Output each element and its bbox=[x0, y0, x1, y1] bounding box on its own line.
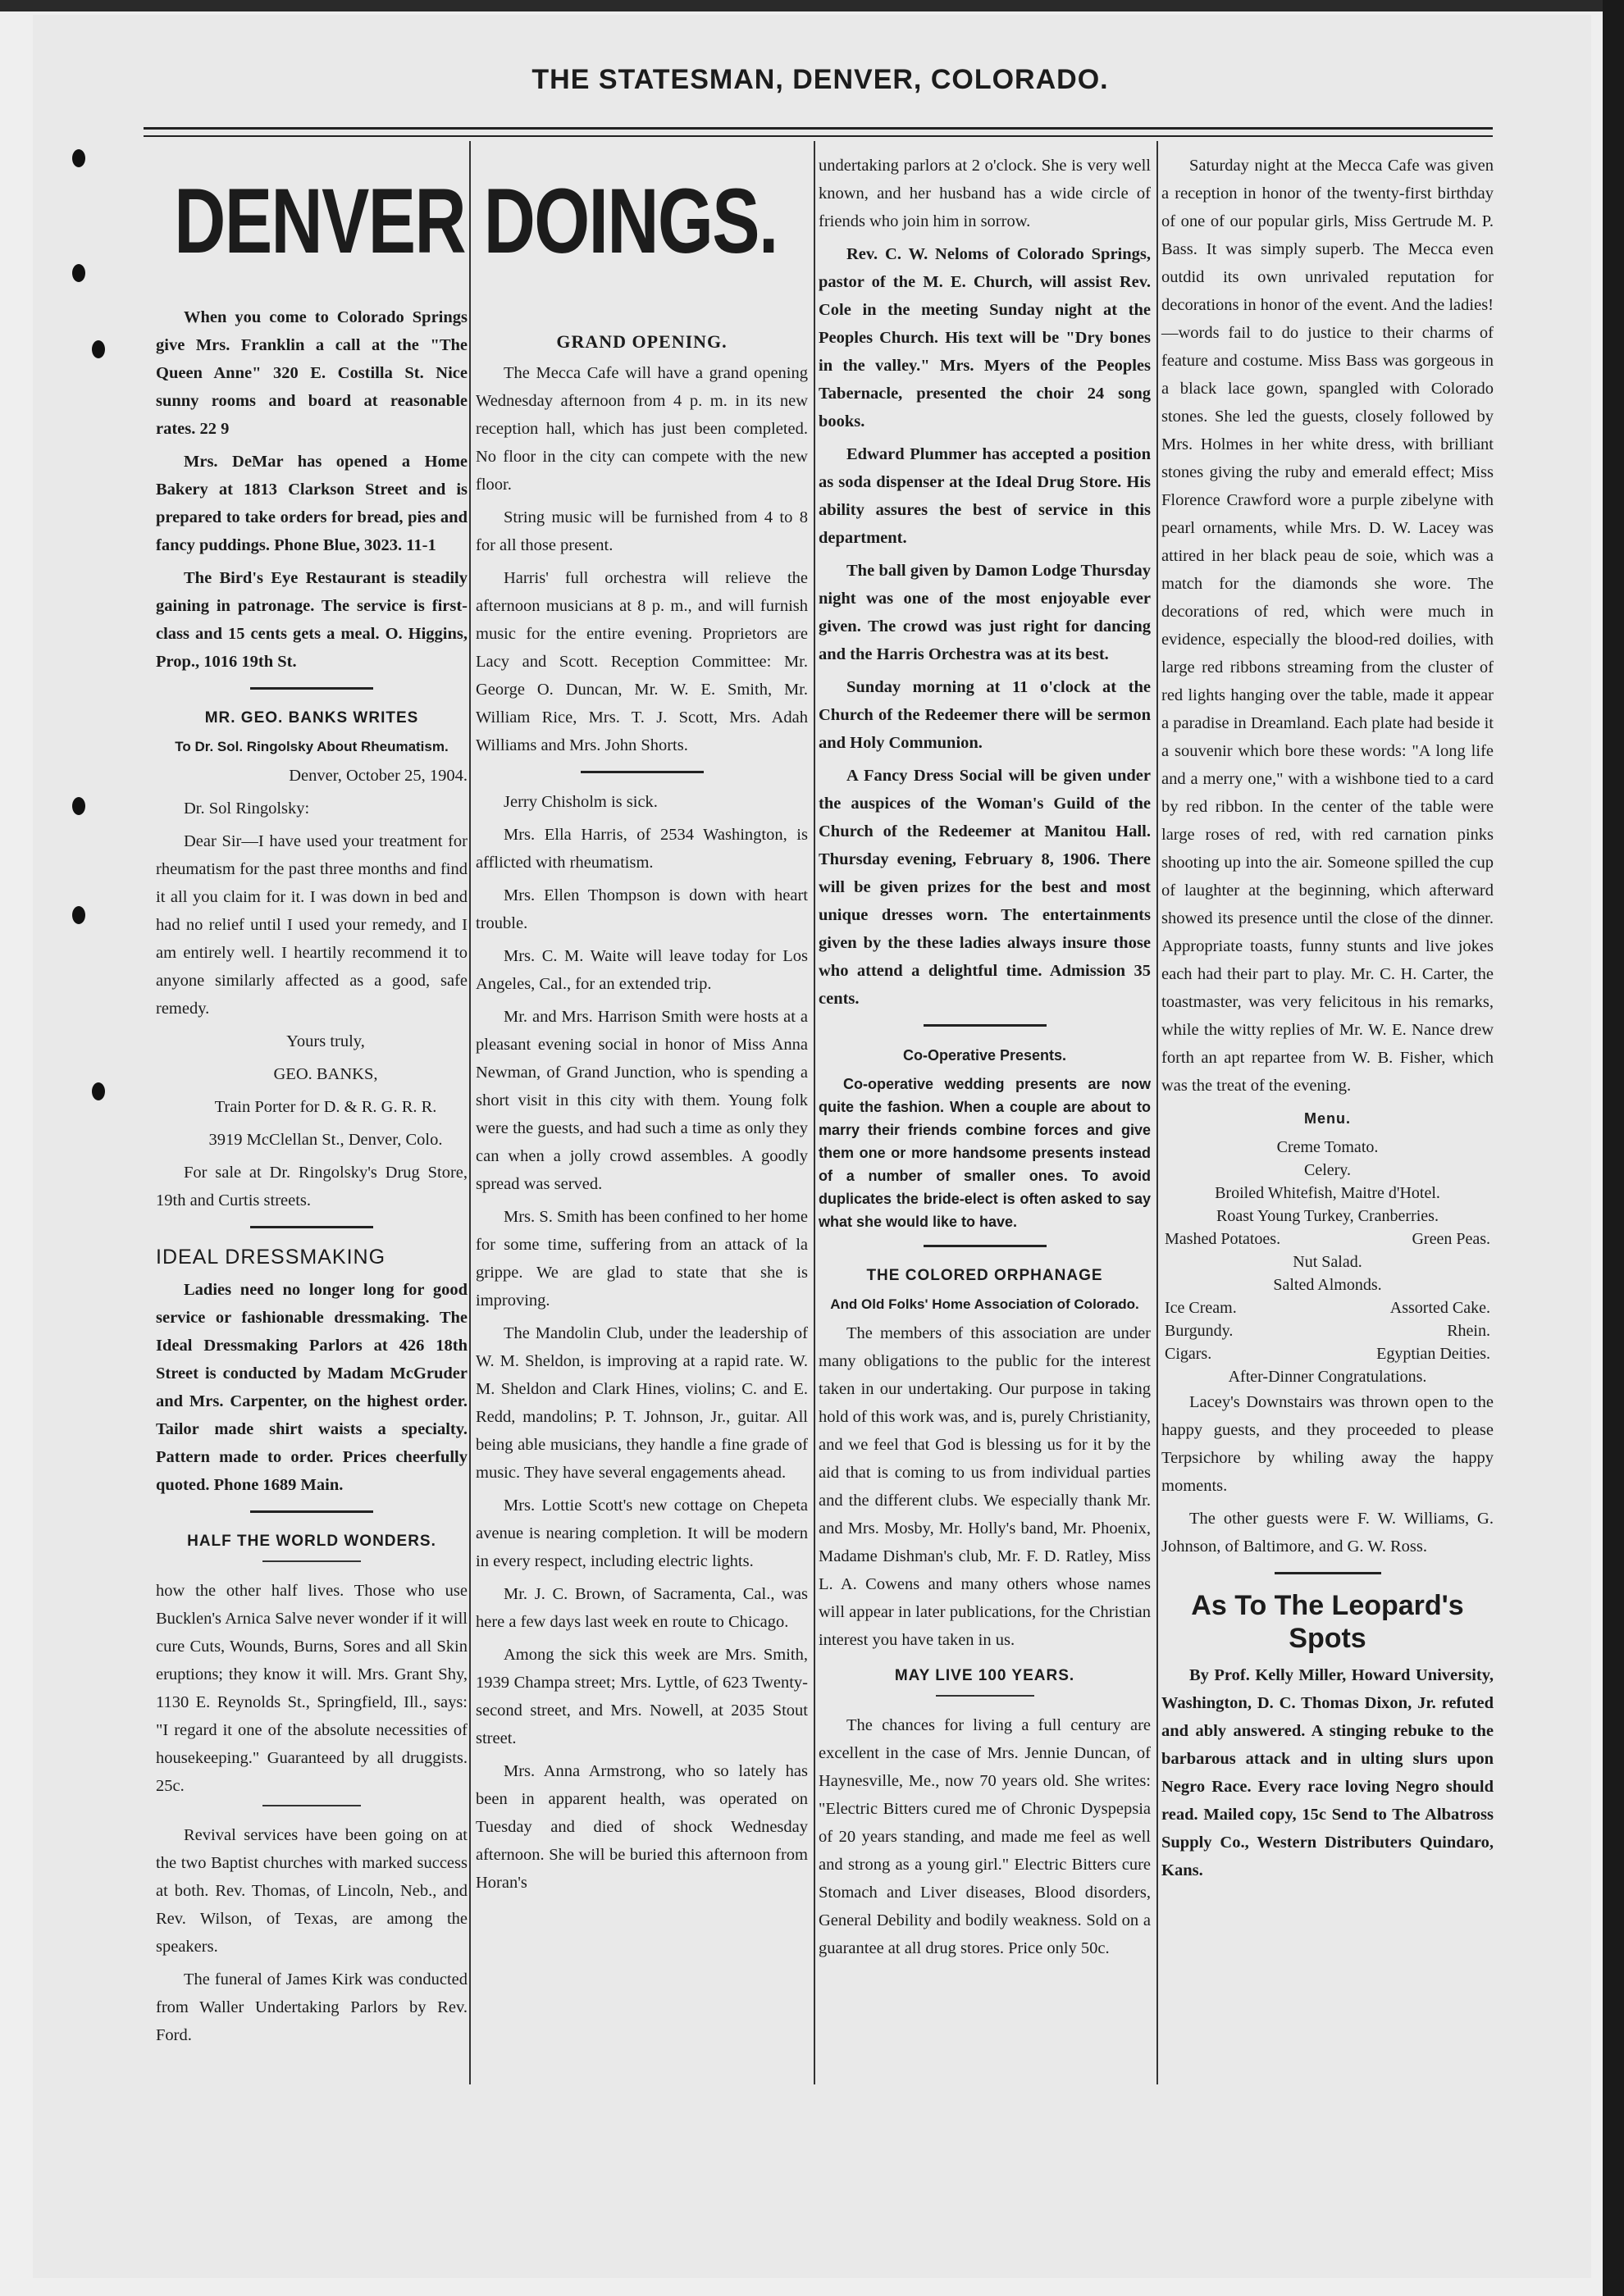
divider bbox=[1275, 1572, 1381, 1574]
article-paragraph: The members of this association are under many obligations to the public for the interest taken in our undertaking. Our purpose in taking hold of this work was, and is, purely Christianity, and we feel that God is blessing us for it by the aid that is coming to us from individual parties and the different clubs. We especially thank Mr. and Mrs. Mosby, Mr. Holly's band, Mr. Phoenix, Madame Dishman's club, Mr. F. D. Ratley, Miss L. A. Cowens and many others whose names will appear in later publications, for the Christian interest you have taken in us. bbox=[819, 1324, 1151, 1649]
menu-item: Broiled Whitefish, Maitre d'Hotel. bbox=[1215, 1184, 1440, 1202]
article-paragraph: how the other half lives. Those who use Bucklen's Arnica Salve never wonder if it will cure Cuts, Wounds, Burns, Sores and all Skin eruptions; they know it will. Mrs. Grant Shy, 1130 E. Reynolds St., Springfield, Ill., says: "I regard it one of the absolute necessities of housekeeping." Guaranteed by all druggists. 25c. bbox=[156, 1582, 468, 1795]
masthead: THE STATESMAN, DENVER, COLORADO. bbox=[531, 64, 1109, 95]
divider bbox=[262, 1805, 361, 1806]
binding-hole bbox=[92, 1082, 105, 1100]
article-paragraph: String music will be furnished from 4 to 8 for all those present. bbox=[476, 508, 808, 554]
column-rule bbox=[814, 141, 815, 2084]
divider bbox=[936, 1695, 1034, 1697]
letter-sale-note: For sale at Dr. Ringolsky's Drug Store, 19th and Curtis streets. bbox=[156, 1164, 468, 1210]
article-paragraph: Revival services have been going on at the two Baptist churches with marked success at both. Rev. Thomas, of Lincoln, Neb., and Rev. Wilson, of Texas, are among the speakers. bbox=[156, 1826, 468, 1956]
menu-item: Ice Cream. bbox=[1165, 1299, 1237, 1317]
menu-row bbox=[1161, 1342, 1494, 1365]
page-title: DENVER DOINGS. bbox=[174, 170, 778, 272]
menu-item: Cigars. bbox=[1165, 1345, 1212, 1363]
masthead-rule bbox=[144, 127, 1493, 130]
ad-paragraph: By Prof. Kelly Miller, Howard University, Washington, D. C. Thomas Dixon, Jr. refuted and ably answered. A stinging rebuke to the barbarous attack and in ulting slurs upon Negro Race. Every race loving Negro should read. Mailed copy, 15c Send to The Albatross Supply Co., Western Distributers Quindaro, Kans. bbox=[1161, 1666, 1494, 1879]
menu-item: Nut Salad. bbox=[1293, 1253, 1362, 1271]
news-item: Rev. C. W. Neloms of Colorado Springs, pastor of the M. E. Church, will assist Rev. Cole in the meeting Sunday night at the Peoples Church. His text will be "Dry bones in the valley." Mrs. Myers of the Peoples Tabernacle, presented the choir 24 song books. bbox=[819, 245, 1151, 430]
section-heading: Co-Operative Presents. bbox=[902, 1047, 1067, 1064]
column-2 bbox=[476, 320, 808, 1902]
ad-paragraph: The Bird's Eye Restaurant is steadily gaining in patronage. The service is first-class and 15 cents gets a meal. O. Higgins, Prop., 1016 19th St. bbox=[156, 569, 468, 671]
article-paragraph: undertaking parlors at 2 o'clock. She is very well known, and her husband has a wide circle of friends who join him in sorrow. bbox=[819, 157, 1151, 230]
scan-top-edge bbox=[0, 0, 1624, 11]
menu-list bbox=[1161, 1136, 1494, 1388]
menu-item: After-Dinner Congratulations. bbox=[1228, 1368, 1427, 1386]
article-paragraph: The funeral of James Kirk was conducted from Waller Undertaking Parlors by Rev. Ford. bbox=[156, 1970, 468, 2044]
ad-paragraph: Ladies need no longer long for good service or fashionable dressmaking. The Ideal Dressmaking Parlors at 426 18th Street is conducted by Madam McGruder and Mrs. Carpenter, on the highest order. Tailor made shirt waists a specialty. Pattern made to order. Prices cheerfully quoted. Phone 1689 Main. bbox=[156, 1281, 468, 1494]
news-item: Edward Plummer has accepted a position as soda dispenser at the Ideal Drug Store. His ability assures the best of service in this department. bbox=[819, 445, 1151, 547]
column-rule bbox=[469, 141, 471, 2084]
news-item: Mrs. S. Smith has been confined to her home for some time, suffering from an attack of la grippe. We are glad to state that she is improving. bbox=[476, 1208, 808, 1310]
divider bbox=[581, 771, 704, 773]
news-item: Among the sick this week are Mrs. Smith, 1939 Champa street; Mrs. Lyttle, of 623 Twenty-second street, and Mrs. Nowell, at 2035 Stout street. bbox=[476, 1646, 808, 1747]
section-heading: IDEAL DRESSMAKING bbox=[156, 1246, 386, 1269]
letter-salutation: Dr. Sol Ringolsky: bbox=[184, 800, 310, 818]
divider bbox=[250, 1510, 373, 1513]
news-item: Mr. and Mrs. Harrison Smith were hosts at a pleasant evening social in honor of Miss Anna Newman, of Grand Junction, who is spending a short visit in this city with them. Young folk were the guests, and had such a time as only they can when a jolly crowd assembles. A goodly spread was served. bbox=[476, 1008, 808, 1193]
letter-signature-address: 3919 McClellan St., Denver, Colo. bbox=[208, 1131, 443, 1149]
masthead-rule bbox=[144, 135, 1493, 137]
article-paragraph: Harris' full orchestra will relieve the afternoon musicians at 8 p. m., and will furnish music for the entire evening. Proprietors are Lacy and Scott. Reception Committee: Mr. George O. Duncan, Mr. W. E. Smith, Mr. William Rice, Mrs. T. J. Scott, Mrs. Adah Williams and Mrs. John Shorts. bbox=[476, 569, 808, 754]
menu-item: Creme Tomato. bbox=[1276, 1138, 1379, 1156]
news-item: The ball given by Damon Lodge Thursday night was one of the most enjoyable ever given. The crowd was just right for dancing and the Harris Orchestra was at its best. bbox=[819, 562, 1151, 663]
article-paragraph: The Mecca Cafe will have a grand opening Wednesday afternoon from 4 p. m. in its new reception hall, which has just been completed. No floor in the city can compete with the new floor. bbox=[476, 364, 808, 494]
news-item: Mr. J. C. Brown, of Sacramenta, Cal., was here a few days last week en route to Chicago. bbox=[476, 1585, 808, 1631]
divider bbox=[262, 1560, 361, 1562]
menu-item: Mashed Potatoes. bbox=[1165, 1230, 1281, 1248]
section-subheading: And Old Folks' Home Association of Colorado. bbox=[830, 1296, 1139, 1312]
menu-item: Rhein. bbox=[1447, 1322, 1490, 1340]
divider bbox=[924, 1245, 1047, 1247]
news-item: Mrs. Lottie Scott's new cottage on Chepeta avenue is nearing completion. It will be modern in every respect, including electric lights. bbox=[476, 1496, 808, 1570]
article-paragraph: The other guests were F. W. Williams, G. Johnson, of Baltimore, and G. W. Ross. bbox=[1161, 1510, 1494, 1556]
menu-item: Roast Young Turkey, Cranberries. bbox=[1216, 1207, 1439, 1225]
binding-hole bbox=[72, 149, 85, 167]
section-heading: HALF THE WORLD WONDERS. bbox=[187, 1533, 436, 1550]
news-item: The Mandolin Club, under the leadership of W. M. Sheldon, is improving at a rapid rate. W. M. Sheldon and Clark Hines, violins; C. and E. Redd, mandolins; P. T. Johnson, Jr., guitar. All being able musicians, they handle a fine grade of music. They have several engagements ahead. bbox=[476, 1324, 808, 1482]
letter-signature: GEO. BANKS, bbox=[273, 1065, 378, 1083]
menu-row bbox=[1161, 1319, 1494, 1342]
article-paragraph: Lacey's Downstairs was thrown open to the happy guests, and they proceeded to please Terpsichore by whiling away the happy moments. bbox=[1161, 1393, 1494, 1495]
menu-row bbox=[1161, 1228, 1494, 1250]
menu-row bbox=[1161, 1296, 1494, 1319]
section-heading: MAY LIVE 100 YEARS. bbox=[894, 1667, 1075, 1684]
divider bbox=[924, 1024, 1047, 1027]
menu-item: Salted Almonds. bbox=[1273, 1276, 1382, 1294]
news-item: Mrs. Anna Armstrong, who so lately has been in apparent health, was operated on Tuesday and died of shock Wednesday afternoon. She will be buried this afternoon from Horan's bbox=[476, 1762, 808, 1892]
menu-item: Assorted Cake. bbox=[1389, 1299, 1490, 1317]
menu-item: Celery. bbox=[1303, 1161, 1351, 1179]
section-heading: THE COLORED ORPHANAGE bbox=[866, 1267, 1103, 1284]
section-heading: GRAND OPENING. bbox=[556, 331, 728, 352]
news-item: Sunday morning at 11 o'clock at the Church of the Redeemer there will be sermon and Holy Communion. bbox=[819, 678, 1151, 752]
news-item: Mrs. Ella Harris, of 2534 Washington, is afflicted with rheumatism. bbox=[476, 826, 808, 872]
binding-hole bbox=[72, 797, 85, 815]
menu-item: Egyptian Deities. bbox=[1376, 1345, 1490, 1363]
ad-paragraph: Mrs. DeMar has opened a Home Bakery at 1813 Clarkson Street and is prepared to take orders for bread, pies and fancy puddings. Phone Blue, 3023. 11-1 bbox=[156, 453, 468, 554]
letter-body: Dear Sir—I have used your treatment for rheumatism for the past three months and find it all you claim for it. I was down in bed and had no relief until I used your remedy, and I am entirely well. I heartily recommend it to anyone similarly affected as a good, safe remedy. bbox=[156, 832, 468, 1018]
scan-right-edge bbox=[1603, 0, 1624, 2296]
article-paragraph: Saturday night at the Mecca Cafe was given a reception in honor of the twenty-first birthday of one of our popular girls, Miss Gertrude M. P. Bass. It was simply superb. The Mecca even outdid its own unrivaled reputation for decorations in honor of the event. And the ladies!—words fail to do justice to their charms of feature and costume. Miss Bass was gorgeous in a black lace gown, spangled with Colorado stones. She led the guests, closely followed by Mrs. Holmes in her white dress, with brilliant stones giving the ruby and emerald effect; Miss Florence Crawford wore a purple zibelyne with pearl ornaments, while Mrs. D. W. Lacey was attired in her black peau de soie, which was a match for the diamonds she wore. The decorations of red, which were much in evidence, especially the blood-red doilies, with large red ribbons streaming from the cluster of red lights hanging over the table, made it appear a paradise in Dreamland. Each plate had beside it a souvenir which bore these words: "A long life and a merry one," with a wishbone tied to a card by red ribbon. In the center of the table were large roses of red, with red carnation pinks shooting up into the air. Someone spilled the cup of laughter at the beginning, which afterward showed its presence until the close of the dinner. Appropriate toasts, funny stunts and live jokes each had their part to play. Mr. C. H. Carter, the toastmaster, was very felicitous in his remarks, while the witty replies of Mr. W. E. Nance drew forth an apt repartee from W. B. Fisher, which was the treat of the evening. bbox=[1161, 157, 1494, 1095]
column-rule bbox=[1156, 141, 1158, 2084]
column-4 bbox=[1161, 152, 1494, 1889]
binding-hole bbox=[92, 340, 105, 358]
article-paragraph: Co-operative wedding presents are now quite the fashion. When a couple are about to marry their friends combine forces and give them one or more handsome presents instead of a number of smaller ones. To avoid duplicates the bride-elect is often asked to say what she would like to have. bbox=[819, 1076, 1151, 1230]
letter-signature-title: Train Porter for D. & R. G. R. R. bbox=[214, 1098, 437, 1116]
news-item: Mrs. C. M. Waite will leave today for Los Angeles, Cal., for an extended trip. bbox=[476, 947, 808, 993]
news-item: Mrs. Ellen Thompson is down with heart trouble. bbox=[476, 886, 808, 932]
news-item: A Fancy Dress Social will be given under the auspices of the Woman's Guild of the Church of the Redeemer at Manitou Hall. Thursday evening, February 8, 1906. There will be given prizes for the best and most unique dresses worn. The entertainments given by the these ladies always insure those who attend a delightful time. Admission 35 cents. bbox=[819, 767, 1151, 1008]
letter-date: Denver, October 25, 1904. bbox=[289, 767, 468, 785]
news-item: Jerry Chisholm is sick. bbox=[504, 793, 658, 811]
menu-item: Burgundy. bbox=[1165, 1322, 1234, 1340]
article-paragraph: The chances for living a full century are excellent in the case of Mrs. Jennie Duncan, of Haynesville, Me., now 70 years old. She writes: "Electric Bitters cured me of Chronic Dyspepsia of 20 years standing, and made me feel as well and strong as a young girl." Electric Bitters cure Stomach and Liver diseases, Blood disorders, General Debility and bodily weakness. Sold on a guarantee at all drug stores. Price only 50c. bbox=[819, 1716, 1151, 1957]
column-3 bbox=[819, 152, 1151, 1967]
ad-paragraph: When you come to Colorado Springs give Mrs. Franklin a call at the "The Queen Anne" 320 E. Costilla St. Nice sunny rooms and board at reasonable rates. 22 9 bbox=[156, 308, 468, 438]
divider bbox=[250, 687, 373, 690]
section-heading: MR. GEO. BANKS WRITES bbox=[204, 709, 419, 727]
menu-heading: Menu. bbox=[1304, 1110, 1351, 1127]
divider bbox=[250, 1226, 373, 1228]
binding-hole bbox=[72, 264, 85, 282]
section-heading: As To The Leopard's Spots bbox=[1191, 1590, 1464, 1654]
section-subheading: To Dr. Sol. Ringolsky About Rheumatism. bbox=[175, 739, 449, 754]
menu-item: Green Peas. bbox=[1412, 1230, 1490, 1248]
binding-hole bbox=[72, 906, 85, 924]
letter-close: Yours truly, bbox=[286, 1032, 365, 1050]
